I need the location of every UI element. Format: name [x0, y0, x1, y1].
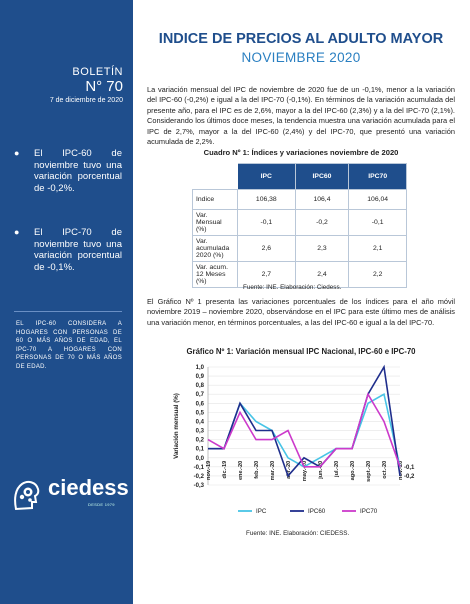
table-cell: 2,4 — [295, 262, 349, 288]
table-row — [193, 236, 407, 262]
logo-tagline: DESDE 1979 — [88, 502, 115, 507]
legend-label: IPC — [256, 508, 267, 515]
table-cell: -0,1 — [349, 210, 407, 236]
y-tick-label: 0,2 — [195, 437, 204, 444]
legend-label: IPC70 — [360, 508, 378, 515]
ciedess-logo — [8, 475, 128, 515]
highlight-bullet-ipc60 — [14, 148, 122, 194]
x-tick-label: nov.-19 — [206, 460, 212, 480]
table-title: Cuadro Nº 1: Índices y variaciones noviembre de 2020 — [203, 148, 399, 157]
table-cell: 2,7 — [238, 262, 296, 288]
row-label: Var. acum. 12 Meses (%) — [193, 262, 238, 288]
y-tick-label: 0,1 — [195, 446, 204, 453]
x-tick-label: dic.-19 — [222, 460, 228, 479]
table-cell: 106,04 — [349, 190, 407, 210]
table-cell: 106,4 — [295, 190, 349, 210]
x-tick-label: mar.-20 — [270, 460, 276, 481]
x-tick-label: feb.-20 — [254, 460, 260, 479]
x-tick-label: ene.-20 — [238, 460, 244, 481]
indices-table — [192, 163, 407, 288]
bulletin-date: 7 de diciembre de 2020 — [49, 97, 123, 104]
bullet-icon: ● — [14, 227, 20, 237]
intro-paragraph: La variación mensual del IPC de noviembre de 2020 fue de un -0,1%, menor a la variación del IPC-60 (-0,2%) e igual a la del IPC-70 (-0,1%). En términos de la variación acumulada del presente año, para el IPC es de 2,6%, mayor a la del IPC-60 (2,3%) y a la del IPC-70 (2,1%). Considerando los últimos doce meses, la tendencia muestra una variación acumulada para el IPC de 2,7%, mayor a la del IPC-60 (2,4%) y del IPC-70, que presentó una variación acumulada de 2,2%. — [147, 85, 455, 147]
y-tick-label: 0,4 — [195, 419, 204, 426]
table-cell: 106,38 — [238, 190, 296, 210]
table-cell: 2,1 — [349, 236, 407, 262]
variation-line-chart — [168, 361, 448, 521]
chart-title: Gráfico Nº 1: Variación mensual IPC Nacional, IPC-60 e IPC-70 — [186, 347, 416, 356]
bullet-icon: ● — [14, 148, 20, 158]
page-subtitle: NOVIEMBRE 2020 — [241, 50, 361, 65]
x-tick-label: ago.-20 — [350, 460, 356, 481]
bulletin-label: BOLETÍN — [72, 66, 123, 78]
y-axis-label: Variación mensual (%) — [173, 393, 180, 459]
table-header-cell: IPC — [238, 164, 296, 190]
y-tick-label: 0,0 — [195, 455, 204, 462]
table-cell: -0,2 — [295, 210, 349, 236]
table-header-row — [193, 164, 407, 190]
table-cell: -0,1 — [238, 210, 296, 236]
y-tick-label: 1,0 — [195, 365, 204, 371]
table-cell: 2,3 — [295, 236, 349, 262]
highlight-text: El IPC-60 de noviembre tuvo una variación porcentual de -0,2%. — [34, 148, 122, 194]
ciedess-logo-icon — [8, 475, 46, 513]
highlight-text: El IPC-70 de noviembre tuvo una variación porcentual de -0,1%. — [34, 227, 122, 273]
x-tick-label: jul.-20 — [334, 460, 340, 477]
end-data-label: -0,1 — [404, 464, 415, 471]
y-tick-label: 0,8 — [195, 383, 204, 390]
row-label: Var. acumulada 2020 (%) — [193, 236, 238, 262]
sidebar — [0, 0, 133, 604]
page-title: INDICE DE PRECIOS AL ADULTO MAYOR — [158, 31, 444, 47]
row-label: Var. Mensual (%) — [193, 210, 238, 236]
table-cell: 2,2 — [349, 262, 407, 288]
x-tick-label: jun.-20 — [318, 460, 324, 479]
y-tick-label: -0,1 — [193, 464, 204, 471]
y-tick-label: 0,6 — [195, 401, 204, 408]
x-tick-label: abr.-20 — [286, 460, 292, 479]
y-tick-label: 0,5 — [195, 410, 204, 417]
y-tick-label: 0,3 — [195, 428, 204, 435]
methodology-note: EL IPC-60 CONSIDERA A HOGARES CON PERSONAS DE 60 O MÁS AÑOS DE EDAD, EL IPC-70 A HOGARES CON PERSONAS DE 70 O MÁS AÑOS DE EDAD. — [16, 321, 122, 370]
y-tick-label: 0,7 — [195, 392, 204, 399]
chart-source: Fuente: INE. Elaboración: CIEDESS. — [246, 530, 350, 537]
table-header-cell: IPC70 — [349, 164, 407, 190]
logo-wordmark: ciedess — [48, 475, 129, 500]
table-row — [193, 190, 407, 210]
table-header-cell: IPC60 — [295, 164, 349, 190]
table-source: Fuente: INE. Elaboración: Ciedess. — [243, 284, 342, 291]
table-row — [193, 210, 407, 236]
x-tick-label: oct.-20 — [382, 460, 388, 479]
x-tick-label: nov.-20 — [398, 460, 404, 480]
end-data-label: -0,2 — [404, 473, 415, 480]
chart-paragraph: El Gráfico Nº 1 presenta las variaciones porcentuales de los índices para el año móvil noviembre 2019 – noviembre 2020, observándose en el IPC para este último mes de análisis una variación menor, en términos porcentuales, a las del IPC-60 e igual a la del IPC-70. — [147, 297, 455, 327]
y-tick-label: -0,3 — [193, 483, 204, 489]
y-tick-label: -0,2 — [193, 473, 204, 480]
highlight-bullet-ipc70 — [14, 227, 122, 273]
sidebar-divider — [14, 311, 122, 312]
row-label: Indice — [193, 190, 238, 210]
legend-label: IPC60 — [308, 508, 326, 515]
x-tick-label: may.-20 — [302, 460, 308, 482]
x-tick-label: sept.-20 — [366, 460, 372, 482]
y-tick-label: 0,9 — [195, 374, 204, 381]
table-header-cell — [193, 164, 238, 190]
bulletin-number: N° 70 — [85, 78, 123, 95]
table-cell: 2,6 — [238, 236, 296, 262]
